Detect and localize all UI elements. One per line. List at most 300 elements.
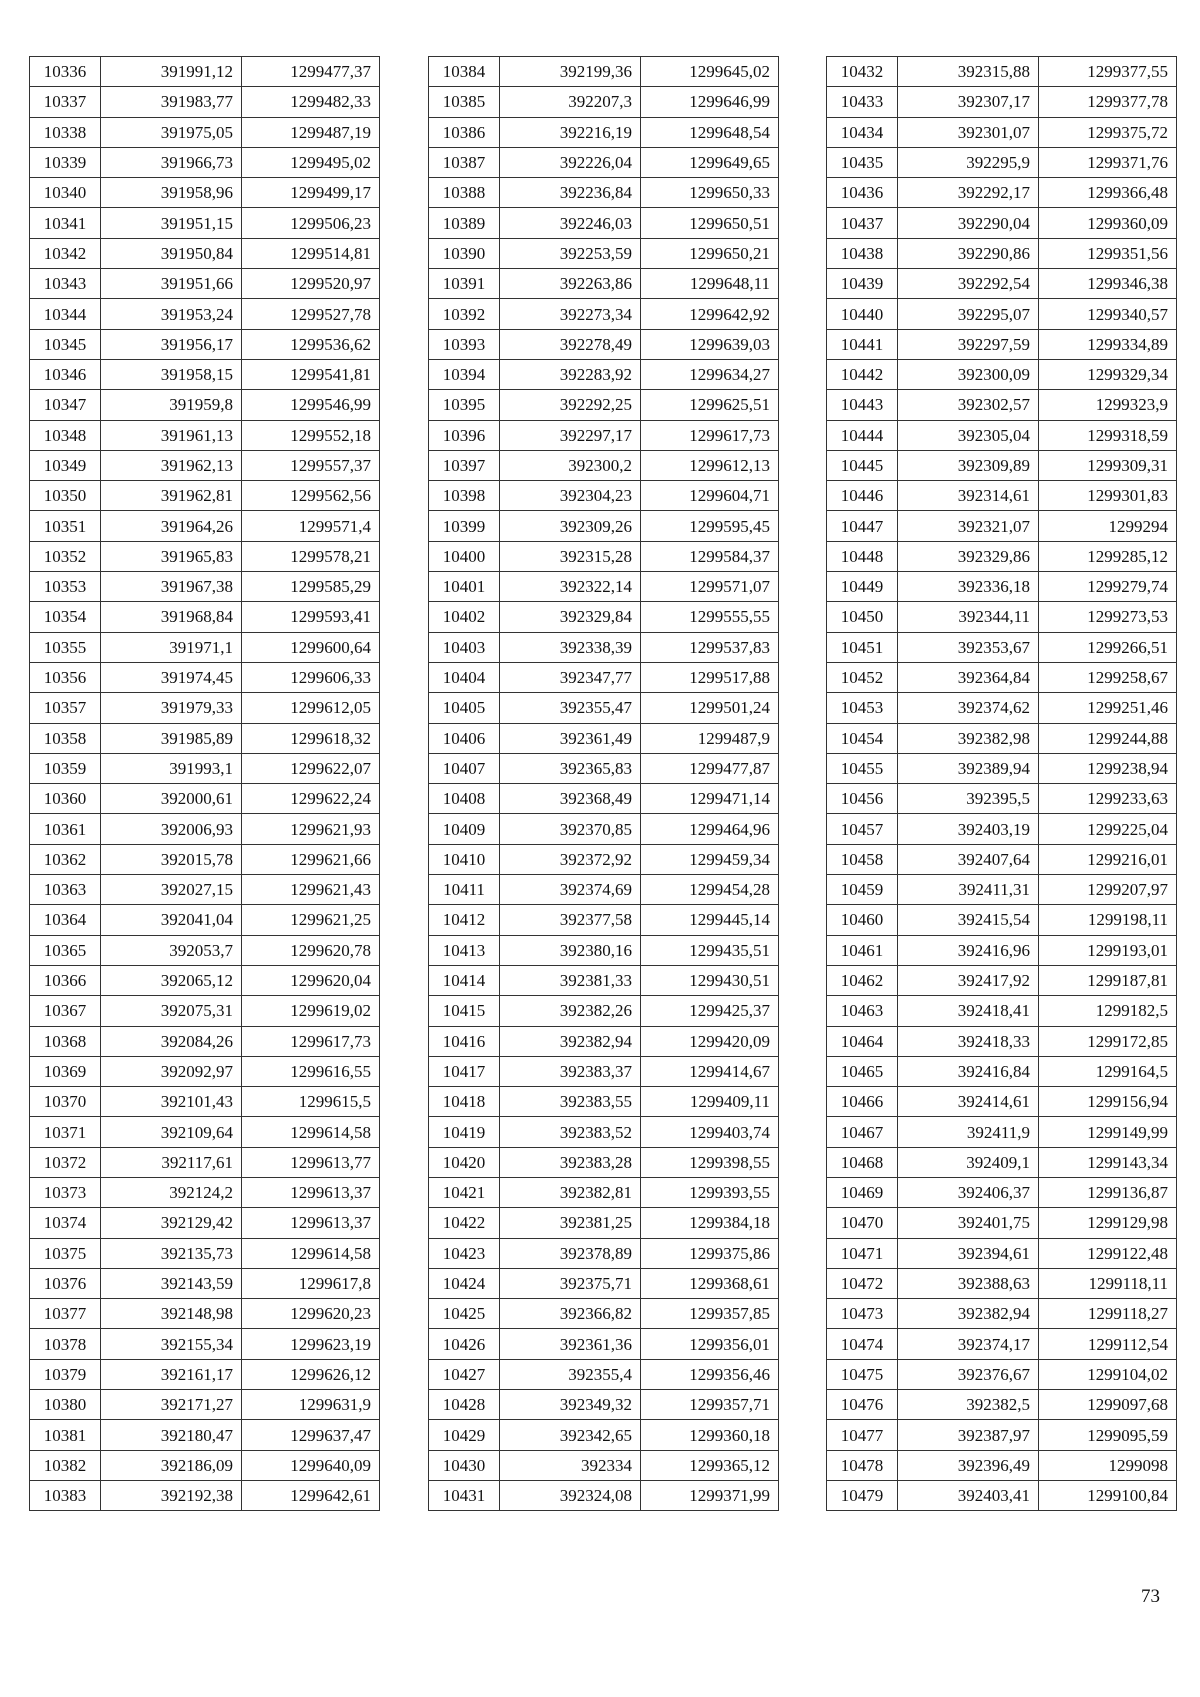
table-row (827, 1329, 1177, 1359)
table-row (30, 1238, 380, 1268)
x-coordinate-cell: 392353,67 (898, 632, 1039, 662)
point-id-cell: 10356 (30, 662, 101, 692)
x-coordinate-cell: 392411,9 (898, 1117, 1039, 1147)
y-coordinate-cell: 1299318,59 (1039, 420, 1177, 450)
table-row (827, 1480, 1177, 1510)
y-coordinate-cell: 1299464,96 (641, 814, 779, 844)
point-id-cell: 10364 (30, 905, 101, 935)
y-coordinate-cell: 1299562,56 (242, 481, 380, 511)
point-id-cell: 10363 (30, 875, 101, 905)
x-coordinate-cell: 392015,78 (101, 844, 242, 874)
x-coordinate-cell: 392305,04 (898, 420, 1039, 450)
point-id-cell: 10378 (30, 1329, 101, 1359)
table-row (30, 662, 380, 692)
y-coordinate-cell: 1299356,01 (641, 1329, 779, 1359)
x-coordinate-cell: 392370,85 (500, 814, 641, 844)
x-coordinate-cell: 392378,89 (500, 1238, 641, 1268)
y-coordinate-cell: 1299593,41 (242, 602, 380, 632)
x-coordinate-cell: 392389,94 (898, 753, 1039, 783)
x-coordinate-cell: 392361,36 (500, 1329, 641, 1359)
table-row (30, 572, 380, 602)
y-coordinate-cell: 1299640,09 (242, 1450, 380, 1480)
x-coordinate-cell: 392315,88 (898, 57, 1039, 87)
coordinate-table-middle (428, 56, 779, 1511)
point-id-cell: 10403 (429, 632, 500, 662)
table-row (429, 723, 779, 753)
point-id-cell: 10412 (429, 905, 500, 935)
x-coordinate-cell: 392075,31 (101, 996, 242, 1026)
y-coordinate-cell: 1299233,63 (1039, 784, 1177, 814)
x-coordinate-cell: 392321,07 (898, 511, 1039, 541)
x-coordinate-cell: 392403,19 (898, 814, 1039, 844)
point-id-cell: 10393 (429, 329, 500, 359)
table-row (827, 299, 1177, 329)
y-coordinate-cell: 1299309,31 (1039, 450, 1177, 480)
x-coordinate-cell: 392207,3 (500, 87, 641, 117)
x-coordinate-cell: 392418,33 (898, 1026, 1039, 1056)
x-coordinate-cell: 392372,92 (500, 844, 641, 874)
table-row (30, 87, 380, 117)
point-id-cell: 10347 (30, 390, 101, 420)
point-id-cell: 10353 (30, 572, 101, 602)
x-coordinate-cell: 392092,97 (101, 1056, 242, 1086)
point-id-cell: 10384 (429, 57, 500, 87)
x-coordinate-cell: 391993,1 (101, 753, 242, 783)
point-id-cell: 10361 (30, 814, 101, 844)
table-row (429, 784, 779, 814)
point-id-cell: 10382 (30, 1450, 101, 1480)
y-coordinate-cell: 1299207,97 (1039, 875, 1177, 905)
y-coordinate-cell: 1299112,54 (1039, 1329, 1177, 1359)
point-id-cell: 10386 (429, 117, 500, 147)
point-id-cell: 10374 (30, 1208, 101, 1238)
point-id-cell: 10477 (827, 1420, 898, 1450)
table-row (30, 178, 380, 208)
table-row (429, 390, 779, 420)
point-id-cell: 10450 (827, 602, 898, 632)
table-row (30, 784, 380, 814)
y-coordinate-cell: 1299368,61 (641, 1268, 779, 1298)
y-coordinate-cell: 1299136,87 (1039, 1177, 1177, 1207)
point-id-cell: 10358 (30, 723, 101, 753)
table-row (30, 450, 380, 480)
point-id-cell: 10417 (429, 1056, 500, 1086)
point-id-cell: 10443 (827, 390, 898, 420)
x-coordinate-cell: 391958,15 (101, 359, 242, 389)
x-coordinate-cell: 392396,49 (898, 1450, 1039, 1480)
x-coordinate-cell: 392041,04 (101, 905, 242, 935)
point-id-cell: 10440 (827, 299, 898, 329)
table-row (429, 905, 779, 935)
y-coordinate-cell: 1299514,81 (242, 238, 380, 268)
table-row (429, 238, 779, 268)
point-id-cell: 10362 (30, 844, 101, 874)
table-row (429, 1056, 779, 1086)
x-coordinate-cell: 391959,8 (101, 390, 242, 420)
x-coordinate-cell: 392322,14 (500, 572, 641, 602)
table-row (429, 1026, 779, 1056)
point-id-cell: 10352 (30, 541, 101, 571)
x-coordinate-cell: 391953,24 (101, 299, 242, 329)
x-coordinate-cell: 392292,17 (898, 178, 1039, 208)
point-id-cell: 10406 (429, 723, 500, 753)
table-row (827, 450, 1177, 480)
point-id-cell: 10387 (429, 147, 500, 177)
point-id-cell: 10401 (429, 572, 500, 602)
point-id-cell: 10389 (429, 208, 500, 238)
table-row (429, 662, 779, 692)
y-coordinate-cell: 1299541,81 (242, 359, 380, 389)
point-id-cell: 10449 (827, 572, 898, 602)
point-id-cell: 10463 (827, 996, 898, 1026)
x-coordinate-cell: 392374,17 (898, 1329, 1039, 1359)
point-id-cell: 10369 (30, 1056, 101, 1086)
table-row (429, 117, 779, 147)
x-coordinate-cell: 392383,55 (500, 1087, 641, 1117)
x-coordinate-cell: 392053,7 (101, 935, 242, 965)
x-coordinate-cell: 392314,61 (898, 481, 1039, 511)
point-id-cell: 10418 (429, 1087, 500, 1117)
y-coordinate-cell: 1299097,68 (1039, 1390, 1177, 1420)
table-row (30, 299, 380, 329)
x-coordinate-cell: 392309,26 (500, 511, 641, 541)
table-row (429, 1147, 779, 1177)
y-coordinate-cell: 1299645,02 (641, 57, 779, 87)
table-row (827, 1299, 1177, 1329)
x-coordinate-cell: 392387,97 (898, 1420, 1039, 1450)
y-coordinate-cell: 1299626,12 (242, 1359, 380, 1389)
x-coordinate-cell: 391951,15 (101, 208, 242, 238)
table-row (30, 1177, 380, 1207)
y-coordinate-cell: 1299301,83 (1039, 481, 1177, 511)
x-coordinate-cell: 392300,09 (898, 359, 1039, 389)
x-coordinate-cell: 392382,94 (898, 1299, 1039, 1329)
table-row (827, 784, 1177, 814)
y-coordinate-cell: 1299612,13 (641, 450, 779, 480)
y-coordinate-cell: 1299225,04 (1039, 814, 1177, 844)
y-coordinate-cell: 1299618,32 (242, 723, 380, 753)
y-coordinate-cell: 1299537,83 (641, 632, 779, 662)
point-id-cell: 10439 (827, 269, 898, 299)
y-coordinate-cell: 1299617,73 (242, 1026, 380, 1056)
point-id-cell: 10407 (429, 753, 500, 783)
table-row (30, 905, 380, 935)
y-coordinate-cell: 1299571,07 (641, 572, 779, 602)
table-row (429, 57, 779, 87)
table-row (30, 814, 380, 844)
table-row (30, 1087, 380, 1117)
y-coordinate-cell: 1299414,67 (641, 1056, 779, 1086)
table-row (30, 420, 380, 450)
table-row (827, 602, 1177, 632)
y-coordinate-cell: 1299435,51 (641, 935, 779, 965)
table-row (429, 1238, 779, 1268)
point-id-cell: 10409 (429, 814, 500, 844)
y-coordinate-cell: 1299371,99 (641, 1480, 779, 1510)
table-row (429, 844, 779, 874)
y-coordinate-cell: 1299149,99 (1039, 1117, 1177, 1147)
x-coordinate-cell: 392199,36 (500, 57, 641, 87)
x-coordinate-cell: 392382,98 (898, 723, 1039, 753)
y-coordinate-cell: 1299639,03 (641, 329, 779, 359)
y-coordinate-cell: 1299156,94 (1039, 1087, 1177, 1117)
table-row (827, 390, 1177, 420)
y-coordinate-cell: 1299520,97 (242, 269, 380, 299)
point-id-cell: 10359 (30, 753, 101, 783)
table-row (30, 935, 380, 965)
x-coordinate-cell: 392355,4 (500, 1359, 641, 1389)
y-coordinate-cell: 1299477,87 (641, 753, 779, 783)
table-row (30, 147, 380, 177)
y-coordinate-cell: 1299606,33 (242, 662, 380, 692)
point-id-cell: 10340 (30, 178, 101, 208)
x-coordinate-cell: 391991,12 (101, 57, 242, 87)
table-row (429, 329, 779, 359)
point-id-cell: 10475 (827, 1359, 898, 1389)
x-coordinate-cell: 392297,17 (500, 420, 641, 450)
y-coordinate-cell: 1299377,55 (1039, 57, 1177, 87)
x-coordinate-cell: 392414,61 (898, 1087, 1039, 1117)
x-coordinate-cell: 392395,5 (898, 784, 1039, 814)
point-id-cell: 10367 (30, 996, 101, 1026)
point-id-cell: 10469 (827, 1177, 898, 1207)
y-coordinate-cell: 1299095,59 (1039, 1420, 1177, 1450)
point-id-cell: 10454 (827, 723, 898, 753)
point-id-cell: 10432 (827, 57, 898, 87)
y-coordinate-cell: 1299555,55 (641, 602, 779, 632)
table-row (429, 875, 779, 905)
point-id-cell: 10370 (30, 1087, 101, 1117)
y-coordinate-cell: 1299613,37 (242, 1208, 380, 1238)
y-coordinate-cell: 1299615,5 (242, 1087, 380, 1117)
point-id-cell: 10399 (429, 511, 500, 541)
y-coordinate-cell: 1299646,99 (641, 87, 779, 117)
point-id-cell: 10385 (429, 87, 500, 117)
table-row (827, 178, 1177, 208)
point-id-cell: 10421 (429, 1177, 500, 1207)
point-id-cell: 10444 (827, 420, 898, 450)
table-row (30, 1208, 380, 1238)
y-coordinate-cell: 1299285,12 (1039, 541, 1177, 571)
point-id-cell: 10375 (30, 1238, 101, 1268)
y-coordinate-cell: 1299143,34 (1039, 1147, 1177, 1177)
point-id-cell: 10437 (827, 208, 898, 238)
point-id-cell: 10395 (429, 390, 500, 420)
y-coordinate-cell: 1299244,88 (1039, 723, 1177, 753)
y-coordinate-cell: 1299351,56 (1039, 238, 1177, 268)
y-coordinate-cell: 1299621,93 (242, 814, 380, 844)
table-row (827, 965, 1177, 995)
x-coordinate-cell: 392006,93 (101, 814, 242, 844)
x-coordinate-cell: 392180,47 (101, 1420, 242, 1450)
table-row (429, 147, 779, 177)
x-coordinate-cell: 392349,32 (500, 1390, 641, 1420)
table-row (30, 208, 380, 238)
table-row (827, 87, 1177, 117)
table-row (30, 844, 380, 874)
point-id-cell: 10478 (827, 1450, 898, 1480)
x-coordinate-cell: 392383,37 (500, 1056, 641, 1086)
y-coordinate-cell: 1299621,25 (242, 905, 380, 935)
point-id-cell: 10435 (827, 147, 898, 177)
x-coordinate-cell: 392329,86 (898, 541, 1039, 571)
point-id-cell: 10357 (30, 693, 101, 723)
x-coordinate-cell: 392246,03 (500, 208, 641, 238)
x-coordinate-cell: 392171,27 (101, 1390, 242, 1420)
table-row (30, 965, 380, 995)
y-coordinate-cell: 1299182,5 (1039, 996, 1177, 1026)
x-coordinate-cell: 392143,59 (101, 1268, 242, 1298)
y-coordinate-cell: 1299477,37 (242, 57, 380, 87)
point-id-cell: 10342 (30, 238, 101, 268)
table-row (827, 1390, 1177, 1420)
y-coordinate-cell: 1299584,37 (641, 541, 779, 571)
y-coordinate-cell: 1299487,9 (641, 723, 779, 753)
point-id-cell: 10346 (30, 359, 101, 389)
point-id-cell: 10354 (30, 602, 101, 632)
x-coordinate-cell: 391951,66 (101, 269, 242, 299)
y-coordinate-cell: 1299620,23 (242, 1299, 380, 1329)
y-coordinate-cell: 1299642,61 (242, 1480, 380, 1510)
x-coordinate-cell: 392344,11 (898, 602, 1039, 632)
x-coordinate-cell: 392315,28 (500, 541, 641, 571)
y-coordinate-cell: 1299430,51 (641, 965, 779, 995)
point-id-cell: 10445 (827, 450, 898, 480)
table-row (827, 814, 1177, 844)
table-row (827, 57, 1177, 87)
y-coordinate-cell: 1299557,37 (242, 450, 380, 480)
point-id-cell: 10351 (30, 511, 101, 541)
point-id-cell: 10349 (30, 450, 101, 480)
x-coordinate-cell: 392361,49 (500, 723, 641, 753)
x-coordinate-cell: 392101,43 (101, 1087, 242, 1117)
table-row (30, 117, 380, 147)
x-coordinate-cell: 392290,04 (898, 208, 1039, 238)
y-coordinate-cell: 1299360,18 (641, 1420, 779, 1450)
y-coordinate-cell: 1299198,11 (1039, 905, 1177, 935)
x-coordinate-cell: 392406,37 (898, 1177, 1039, 1207)
point-id-cell: 10383 (30, 1480, 101, 1510)
x-coordinate-cell: 392301,07 (898, 117, 1039, 147)
y-coordinate-cell: 1299471,14 (641, 784, 779, 814)
x-coordinate-cell: 392297,59 (898, 329, 1039, 359)
point-id-cell: 10377 (30, 1299, 101, 1329)
table-row (827, 511, 1177, 541)
y-coordinate-cell: 1299459,34 (641, 844, 779, 874)
point-id-cell: 10336 (30, 57, 101, 87)
table-row (429, 1117, 779, 1147)
point-id-cell: 10479 (827, 1480, 898, 1510)
table-row (827, 117, 1177, 147)
table-row (30, 875, 380, 905)
x-coordinate-cell: 392417,92 (898, 965, 1039, 995)
point-id-cell: 10441 (827, 329, 898, 359)
y-coordinate-cell: 1299616,55 (242, 1056, 380, 1086)
table-row (827, 541, 1177, 571)
point-id-cell: 10426 (429, 1329, 500, 1359)
table-row (30, 1329, 380, 1359)
table-row (827, 420, 1177, 450)
x-coordinate-cell: 392300,2 (500, 450, 641, 480)
y-coordinate-cell: 1299650,21 (641, 238, 779, 268)
y-coordinate-cell: 1299648,11 (641, 269, 779, 299)
table-row (827, 844, 1177, 874)
table-row (827, 1420, 1177, 1450)
table-row (30, 390, 380, 420)
y-coordinate-cell: 1299273,53 (1039, 602, 1177, 632)
table-row (30, 996, 380, 1026)
point-id-cell: 10410 (429, 844, 500, 874)
point-id-cell: 10466 (827, 1087, 898, 1117)
y-coordinate-cell: 1299620,04 (242, 965, 380, 995)
point-id-cell: 10459 (827, 875, 898, 905)
y-coordinate-cell: 1299164,5 (1039, 1056, 1177, 1086)
x-coordinate-cell: 392380,16 (500, 935, 641, 965)
x-coordinate-cell: 392382,81 (500, 1177, 641, 1207)
point-id-cell: 10446 (827, 481, 898, 511)
y-coordinate-cell: 1299323,9 (1039, 390, 1177, 420)
x-coordinate-cell: 391958,96 (101, 178, 242, 208)
point-id-cell: 10404 (429, 662, 500, 692)
x-coordinate-cell: 392000,61 (101, 784, 242, 814)
x-coordinate-cell: 392382,94 (500, 1026, 641, 1056)
table-row (30, 1480, 380, 1510)
point-id-cell: 10414 (429, 965, 500, 995)
x-coordinate-cell: 392155,34 (101, 1329, 242, 1359)
table-row (30, 1147, 380, 1177)
point-id-cell: 10394 (429, 359, 500, 389)
table-row (30, 359, 380, 389)
y-coordinate-cell: 1299622,24 (242, 784, 380, 814)
y-coordinate-cell: 1299622,07 (242, 753, 380, 783)
point-id-cell: 10422 (429, 1208, 500, 1238)
y-coordinate-cell: 1299650,51 (641, 208, 779, 238)
y-coordinate-cell: 1299620,78 (242, 935, 380, 965)
y-coordinate-cell: 1299193,01 (1039, 935, 1177, 965)
y-coordinate-cell: 1299623,19 (242, 1329, 380, 1359)
table-row (827, 996, 1177, 1026)
table-row (429, 935, 779, 965)
point-id-cell: 10460 (827, 905, 898, 935)
x-coordinate-cell: 391961,13 (101, 420, 242, 450)
x-coordinate-cell: 392278,49 (500, 329, 641, 359)
point-id-cell: 10391 (429, 269, 500, 299)
y-coordinate-cell: 1299517,88 (641, 662, 779, 692)
x-coordinate-cell: 392336,18 (898, 572, 1039, 602)
y-coordinate-cell: 1299118,11 (1039, 1268, 1177, 1298)
point-id-cell: 10396 (429, 420, 500, 450)
point-id-cell: 10423 (429, 1238, 500, 1268)
y-coordinate-cell: 1299356,46 (641, 1359, 779, 1389)
x-coordinate-cell: 392283,92 (500, 359, 641, 389)
y-coordinate-cell: 1299258,67 (1039, 662, 1177, 692)
table-row (429, 481, 779, 511)
x-coordinate-cell: 392295,9 (898, 147, 1039, 177)
y-coordinate-cell: 1299546,99 (242, 390, 380, 420)
table-row (429, 1268, 779, 1298)
x-coordinate-cell: 392129,42 (101, 1208, 242, 1238)
y-coordinate-cell: 1299375,86 (641, 1238, 779, 1268)
x-coordinate-cell: 392065,12 (101, 965, 242, 995)
y-coordinate-cell: 1299619,02 (242, 996, 380, 1026)
point-id-cell: 10380 (30, 1390, 101, 1420)
point-id-cell: 10465 (827, 1056, 898, 1086)
y-coordinate-cell: 1299357,71 (641, 1390, 779, 1420)
table-row (30, 1299, 380, 1329)
y-coordinate-cell: 1299346,38 (1039, 269, 1177, 299)
y-coordinate-cell: 1299445,14 (641, 905, 779, 935)
point-id-cell: 10419 (429, 1117, 500, 1147)
